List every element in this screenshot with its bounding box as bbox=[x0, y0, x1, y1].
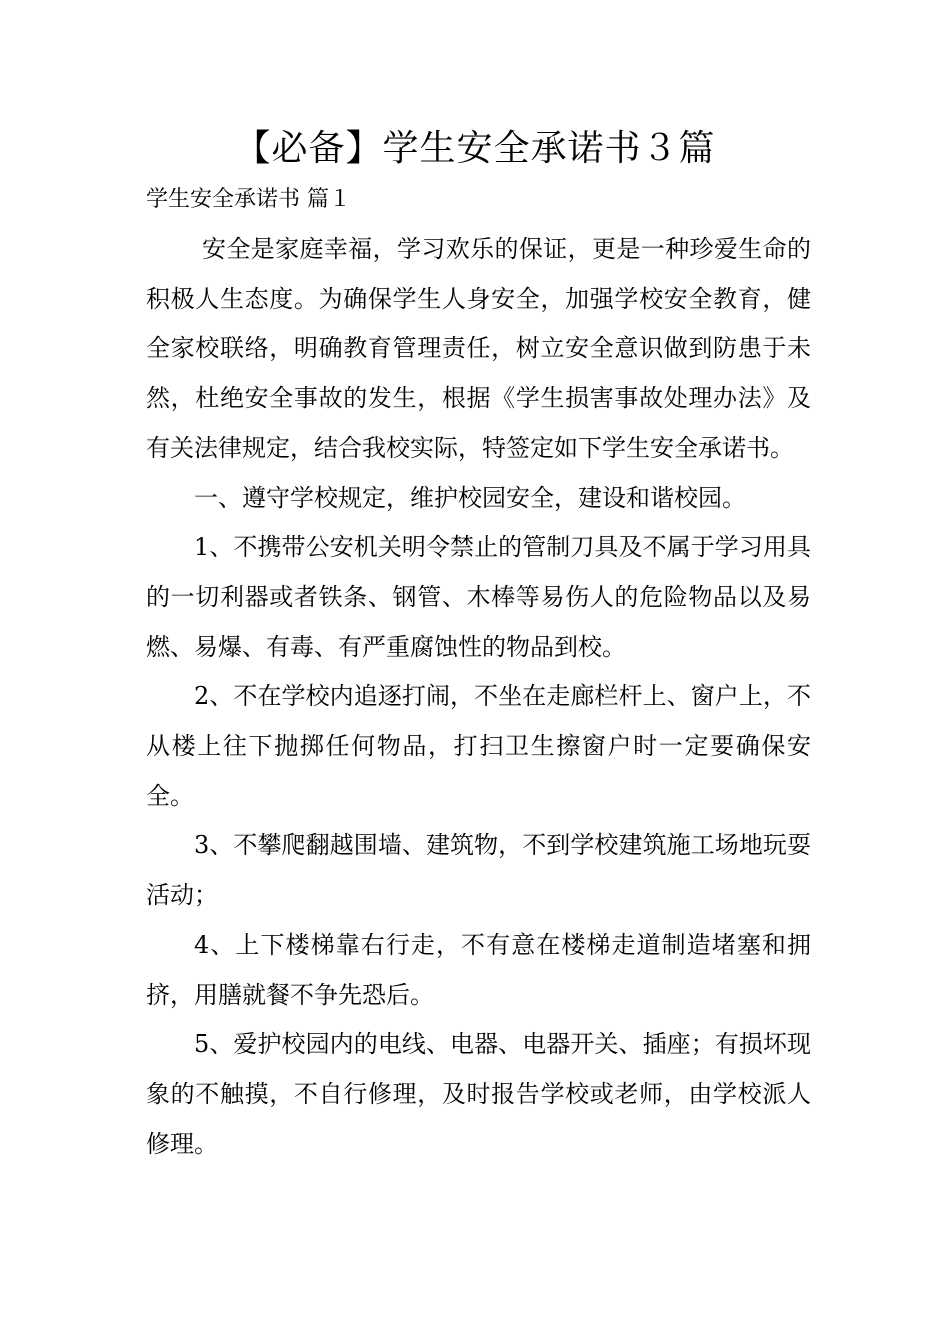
section-heading: 学生安全承诺书 篇１ bbox=[146, 187, 351, 212]
paragraph-intro: 安全是家庭幸福，学习欢乐的保证，更是一种珍爱生命的积极人生态度。为确保学生人身安全，加强学校安全教育，健全家校联络，明确教育管理责任，树立安全意识做到防患于未然，杜绝安全事故的发生，根据《学生损害事故处理办法》及有关法律规定，结合我校实际，特签定如下学生安全承诺书。 bbox=[146, 235, 811, 462]
paragraph-item-3: 3、不攀爬翻越围墙、建筑物，不到学校建筑施工场地玩耍活动； bbox=[146, 831, 811, 910]
paragraph-item-2: 2、不在学校内追逐打闹，不坐在走廊栏杆上、窗户上，不从楼上往下抛掷任何物品，打扫卫生擦窗户时一定要确保安全。 bbox=[146, 682, 811, 810]
paragraph-item-1: 1、不携带公安机关明令禁止的管制刀具及不属于学习用具的一切利器或者铁条、钢管、木棒等易伤人的危险物品以及易燃、易爆、有毒、有严重腐蚀性的物品到校。 bbox=[146, 533, 811, 661]
paragraph-item-5: 5、爱护校园内的电线、电器、电器开关、插座；有损坏现象的不触摸，不自行修理，及时报告学校或老师，由学校派人修理。 bbox=[146, 1030, 811, 1158]
document-body bbox=[146, 225, 811, 1169]
paragraph-section-one: 一、遵守学校规定，维护校园安全，建设和谐校园。 bbox=[194, 483, 746, 512]
paragraph-item-4: 4、上下楼梯靠右行走，不有意在楼梯走道制造堵塞和拥挤，用膳就餐不争先恐后。 bbox=[146, 930, 811, 1009]
document-title: 【必备】学生安全承诺书３篇 bbox=[234, 128, 716, 169]
